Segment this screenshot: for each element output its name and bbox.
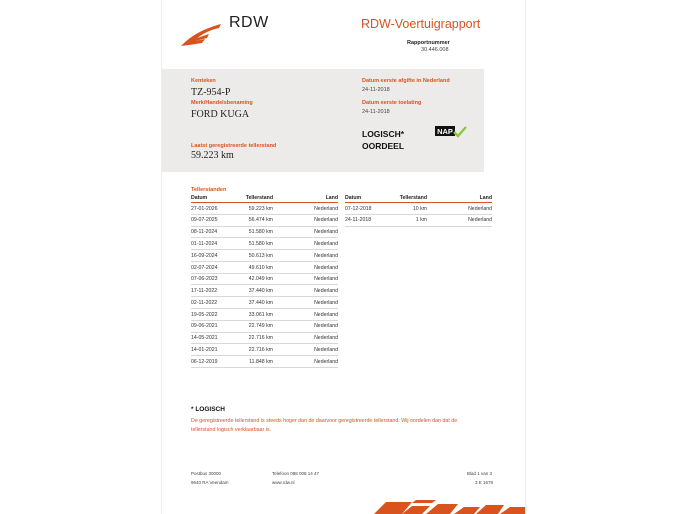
footer-postbus: Postbus 30000 (191, 471, 222, 476)
footer-phone: Telefoon 088 008 14 47 (272, 471, 320, 476)
reading-value: 22.749 km (235, 320, 273, 332)
reading-date: 14-05-2021 (191, 332, 235, 344)
reading-date: 19-05-2022 (191, 309, 235, 321)
reading-value: 51.580 km (235, 238, 273, 250)
reading-date: 09-06-2021 (191, 320, 235, 332)
table-row (191, 214, 338, 226)
footer-code: 3 E 1679 (475, 480, 494, 485)
reading-value: 22.716 km (235, 344, 273, 356)
brand-text: RDW (229, 14, 269, 31)
footnote-title: * LOGISCH (191, 406, 225, 413)
reading-date: 14-01-2021 (191, 344, 235, 356)
table-row (345, 214, 492, 226)
col-reading: Tellerstand (235, 195, 273, 203)
reading-country: Nederland (273, 250, 338, 262)
reading-date: 02-11-2022 (191, 297, 235, 309)
reading-date: 07-12-2018 (345, 203, 389, 215)
table-row (191, 203, 338, 215)
reading-date: 01-11-2024 (191, 238, 235, 250)
reading-value: 59.223 km (235, 203, 273, 215)
col-date: Datum (191, 195, 235, 203)
reading-country: Nederland (273, 226, 338, 238)
report-page (161, 0, 526, 514)
decorative-stripes-icon (372, 498, 525, 514)
table-row (191, 297, 338, 309)
col-country: Land (427, 195, 492, 203)
reading-value: 22.716 km (235, 332, 273, 344)
reading-date: 06-12-2019 (191, 356, 235, 368)
reading-date: 24-11-2018 (345, 214, 389, 226)
table-row (191, 332, 338, 344)
table-row (191, 226, 338, 238)
col-country: Land (273, 195, 338, 203)
rdw-logo-icon (179, 22, 223, 48)
table-row (191, 320, 338, 332)
reading-country: Nederland (427, 214, 492, 226)
reading-value: 56.474 km (235, 214, 273, 226)
reading-value: 37.440 km (235, 297, 273, 309)
readings-table-left (191, 195, 338, 368)
verdict (362, 128, 404, 152)
reading-value: 42.049 km (235, 273, 273, 285)
reading-value: 51.580 km (235, 226, 273, 238)
table-row (191, 344, 338, 356)
reading-country: Nederland (273, 261, 338, 273)
reading-value: 33.061 km (235, 309, 273, 321)
report-number: 30.446.008 (421, 47, 449, 53)
reading-country: Nederland (273, 238, 338, 250)
readings-table-right (345, 195, 492, 227)
footer-page: Blad 1 van 3 (467, 471, 493, 476)
reading-country: Nederland (273, 320, 338, 332)
first-admission-value: 24-11-2018 (362, 109, 390, 115)
table-row (191, 238, 338, 250)
report-title: RDW-Voertuigrapport (361, 17, 481, 31)
verdict-line-2: OORDEEL (362, 141, 405, 151)
reading-country: Nederland (427, 203, 492, 215)
nap-text: NAP (437, 127, 453, 136)
readings-title: Tellerstanden (191, 187, 227, 193)
plate-value: TZ-954-P (191, 87, 231, 98)
footer-city: 9640 RA Veendam (191, 480, 229, 485)
reading-country: Nederland (273, 214, 338, 226)
make-value: FORD KUGA (191, 109, 250, 120)
table-header-row (191, 195, 338, 203)
reading-country: Nederland (273, 309, 338, 321)
reading-date: 02-07-2024 (191, 261, 235, 273)
reading-country: Nederland (273, 297, 338, 309)
reading-value: 11.848 km (235, 356, 273, 368)
reading-country: Nederland (273, 285, 338, 297)
table-row (345, 203, 492, 215)
odometer-value: 59.223 km (191, 150, 234, 161)
verdict-line-1: LOGISCH* (362, 129, 405, 139)
col-reading: Tellerstand (389, 195, 427, 203)
first-nl-value: 24-11-2018 (362, 87, 390, 93)
footer-website[interactable]: www.rdw.nl (272, 480, 295, 485)
reading-date: 08-11-2024 (191, 226, 235, 238)
table-row (191, 309, 338, 321)
reading-country: Nederland (273, 332, 338, 344)
reading-date: 27-01-2026 (191, 203, 235, 215)
reading-date: 16-09-2024 (191, 250, 235, 262)
plate-label: Kenteken (191, 78, 216, 84)
reading-value: 50.613 km (235, 250, 273, 262)
reading-country: Nederland (273, 344, 338, 356)
reading-value: 37.440 km (235, 285, 273, 297)
odometer-label: Laatst geregistreerde tellerstand (191, 143, 277, 149)
reading-country: Nederland (273, 203, 338, 215)
table-row (191, 356, 338, 368)
table-row (191, 273, 338, 285)
table-row (191, 285, 338, 297)
reading-value: 10 km (389, 203, 427, 215)
first-nl-label: Datum eerste afgifte in Nederland (362, 78, 450, 84)
first-admission-label: Datum eerste toelating (362, 100, 422, 106)
report-number-label: Rapportnummer (407, 40, 450, 46)
reading-date: 09-07-2025 (191, 214, 235, 226)
footnote-text: De geregistreerde tellerstand is steeds hoger dan de daarvoor geregistreerde tellerstand. Wij oordelen dan dat de tellerstand logisch verklaarbaar is. (191, 418, 458, 433)
reading-country: Nederland (273, 356, 338, 368)
table-row (191, 261, 338, 273)
table-row (191, 250, 338, 262)
nap-logo-icon (435, 126, 467, 138)
col-date: Datum (345, 195, 389, 203)
reading-value: 1 km (389, 214, 427, 226)
reading-date: 07-06-2023 (191, 273, 235, 285)
reading-country: Nederland (273, 273, 338, 285)
reading-value: 49.610 km (235, 261, 273, 273)
table-header-row (345, 195, 492, 203)
make-label: Merk/Handelsbenaming (191, 100, 253, 106)
reading-date: 17-11-2022 (191, 285, 235, 297)
